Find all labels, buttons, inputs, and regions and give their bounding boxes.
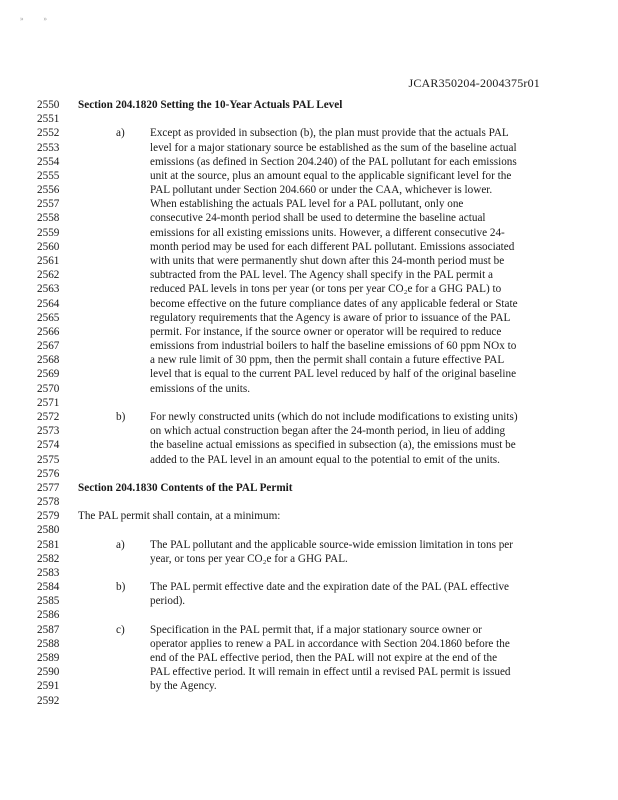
line-number: 2582 [37, 552, 60, 565]
document-line [0, 467, 618, 481]
document-line [0, 580, 618, 594]
line-number: 2570 [37, 382, 60, 395]
subsection-text: Except as provided in subsection (b), the plan must provide that the actuals PAL [150, 127, 509, 140]
document-line [0, 410, 618, 424]
subsection-text: with units that were permanently shut down after this 24-month period must be [150, 254, 505, 267]
document-line [0, 637, 618, 651]
line-number: 2585 [37, 595, 60, 608]
line-number: 2553 [37, 141, 60, 154]
document-line [0, 282, 618, 296]
document-line [0, 623, 618, 637]
document-line [0, 538, 618, 552]
subsection-text: emissions of the units. [150, 382, 251, 395]
subsection-text: become effective on the future compliance dates of any applicable federal or State [150, 297, 518, 310]
line-number: 2551 [37, 113, 60, 126]
line-number: 2562 [37, 269, 60, 282]
line-number: 2563 [37, 283, 60, 296]
line-number: 2584 [37, 581, 60, 594]
line-number: 2568 [37, 354, 60, 367]
subsection-text: unit at the source, plus an amount equal to the applicable significant level for the [150, 169, 512, 182]
line-number: 2577 [37, 481, 60, 494]
line-number: 2576 [37, 467, 60, 480]
line-number: 2590 [37, 666, 60, 679]
section-heading: Section 204.1830 Contents of the PAL Permit [78, 481, 293, 494]
document-line [0, 169, 618, 183]
line-number: 2552 [37, 127, 60, 140]
line-number: 2560 [37, 240, 60, 253]
line-number: 2554 [37, 155, 60, 168]
line-number: 2556 [37, 184, 60, 197]
line-number: 2586 [37, 609, 60, 622]
document-line [0, 240, 618, 254]
document-line [0, 424, 618, 438]
document-line [0, 552, 618, 566]
subsection-text: subtracted from the PAL level. The Agency shall specify in the PAL permit a [150, 269, 494, 282]
line-number: 2587 [37, 623, 60, 636]
line-number: 2564 [37, 297, 60, 310]
document-line [0, 509, 618, 523]
document-line [0, 679, 618, 693]
line-number: 2555 [37, 169, 60, 182]
document-line [0, 453, 618, 467]
subsection-text: added to the PAL level in an amount equal to the potential to emit of the units. [150, 453, 500, 466]
line-number: 2573 [37, 425, 60, 438]
subsection-label: a) [116, 127, 125, 140]
subsection-text: permit. For instance, if the source owner or operator will be required to reduce [150, 325, 502, 338]
section-heading: Section 204.1820 Setting the 10-Year Actuals PAL Level [78, 99, 343, 111]
speck: » [20, 15, 24, 23]
document-line [0, 226, 618, 240]
subsection-text: Specification in the PAL permit that, if a major stationary source owner or [150, 623, 482, 636]
document-line [0, 155, 618, 169]
document-line [0, 211, 618, 225]
line-number: 2566 [37, 325, 60, 338]
line-number: 2567 [37, 340, 60, 353]
document-line [0, 566, 618, 580]
subsection-text: For newly constructed units (which do not include modifications to existing units) [150, 410, 518, 423]
line-number: 2569 [37, 368, 60, 381]
line-number: 2571 [37, 396, 60, 409]
document-line [0, 98, 618, 112]
subsection-text: consecutive 24-month period shall be used to determine the baseline actual [150, 212, 486, 225]
document-line [0, 268, 618, 282]
paragraph-text: The PAL permit shall contain, at a minimum: [78, 510, 281, 523]
document-line [0, 197, 618, 211]
subsection-text: on which actual construction began after the 24-month period, in lieu of adding [150, 425, 506, 438]
subsection-text: end of the PAL effective period, then the PAL will not expire at the end of the [150, 652, 498, 665]
line-number: 2578 [37, 496, 60, 509]
subsection-text: emissions from industrial boilers to half the baseline emissions of 60 ppm NOx to [150, 340, 517, 353]
line-number: 2561 [37, 254, 60, 267]
document-line [0, 651, 618, 665]
speck: » [43, 15, 47, 23]
document-line [0, 438, 618, 452]
document-line [0, 608, 618, 622]
subsection-text: level that is equal to the current PAL level reduced by half of the original baseline [150, 368, 517, 381]
subsection-text: The PAL pollutant and the applicable source-wide emission limitation in tons per [150, 538, 514, 551]
subsection-text: year, or tons per year CO₂e for a GHG PAL. [150, 552, 348, 565]
line-number: 2565 [37, 311, 60, 324]
document-line [0, 126, 618, 140]
subsection-text: emissions for all existing emissions units. However, a different consecutive 24- [150, 226, 505, 239]
document-line [0, 694, 618, 708]
subsection-label: b) [116, 410, 126, 423]
subsection-text: period). [150, 595, 186, 608]
line-number: 2572 [37, 410, 60, 423]
subsection-text: reduced PAL levels in tons per year (or tons per year CO₂e for a GHG PAL) to [150, 283, 502, 296]
line-number: 2574 [37, 439, 60, 452]
document-line [0, 297, 618, 311]
document-line [0, 311, 618, 325]
line-number: 2559 [37, 226, 60, 239]
document-line [0, 382, 618, 396]
document-line [0, 523, 618, 537]
subsection-text: a new rule limit of 30 ppm, then the permit shall contain a future effective PAL [150, 354, 505, 367]
line-number: 2583 [37, 566, 60, 579]
subsection-text: operator applies to renew a PAL in accordance with Section 204.1860 before the [150, 637, 510, 650]
line-number: 2557 [37, 198, 60, 211]
subsection-label: a) [116, 538, 125, 551]
document-line [0, 183, 618, 197]
subsection-text: by the Agency. [150, 680, 217, 693]
document-id: JCAR350204-2004375r01 [408, 76, 540, 90]
document-line [0, 665, 618, 679]
line-number: 2575 [37, 453, 60, 466]
document-line [0, 495, 618, 509]
document-line [0, 141, 618, 155]
line-number: 2579 [37, 510, 60, 523]
document-line [0, 367, 618, 381]
document-line [0, 112, 618, 126]
subsection-text: When establishing the actuals PAL level for a PAL pollutant, only one [150, 198, 464, 211]
line-number: 2558 [37, 212, 60, 225]
subsection-text: the baseline actual emissions as specified in subsection (a), the emissions must be [150, 439, 516, 452]
subsection-text: month period may be used for each different PAL pollutant. Emissions associated [150, 240, 515, 253]
subsection-text: PAL effective period. It will remain in effect until a revised PAL permit is issued [150, 666, 511, 679]
document-line [0, 325, 618, 339]
document-line [0, 353, 618, 367]
line-number: 2589 [37, 652, 60, 665]
line-number: 2580 [37, 524, 60, 537]
document-line [0, 254, 618, 268]
line-number: 2592 [37, 694, 60, 707]
document-line [0, 339, 618, 353]
subsection-text: emissions (as defined in Section 204.240) of the PAL pollutant for each emissions [150, 155, 517, 168]
subsection-text: level for a major stationary source be established as the sum of the baseline actual [150, 141, 517, 154]
document-line [0, 396, 618, 410]
subsection-text: PAL pollutant under Section 204.660 or under the CAA, whichever is lower. [150, 184, 493, 197]
subsection-text: regulatory requirements that the Agency is aware of prior to issuance of the PAL [150, 311, 511, 324]
subsection-label: c) [116, 623, 125, 636]
subsection-label: b) [116, 581, 126, 594]
document-line [0, 481, 618, 495]
document-line [0, 594, 618, 608]
line-number: 2550 [37, 99, 60, 111]
subsection-text: The PAL permit effective date and the expiration date of the PAL (PAL effective [150, 581, 510, 594]
line-number: 2591 [37, 680, 60, 693]
scan-specks [20, 15, 67, 23]
line-number: 2581 [37, 538, 60, 551]
line-number: 2588 [37, 637, 60, 650]
